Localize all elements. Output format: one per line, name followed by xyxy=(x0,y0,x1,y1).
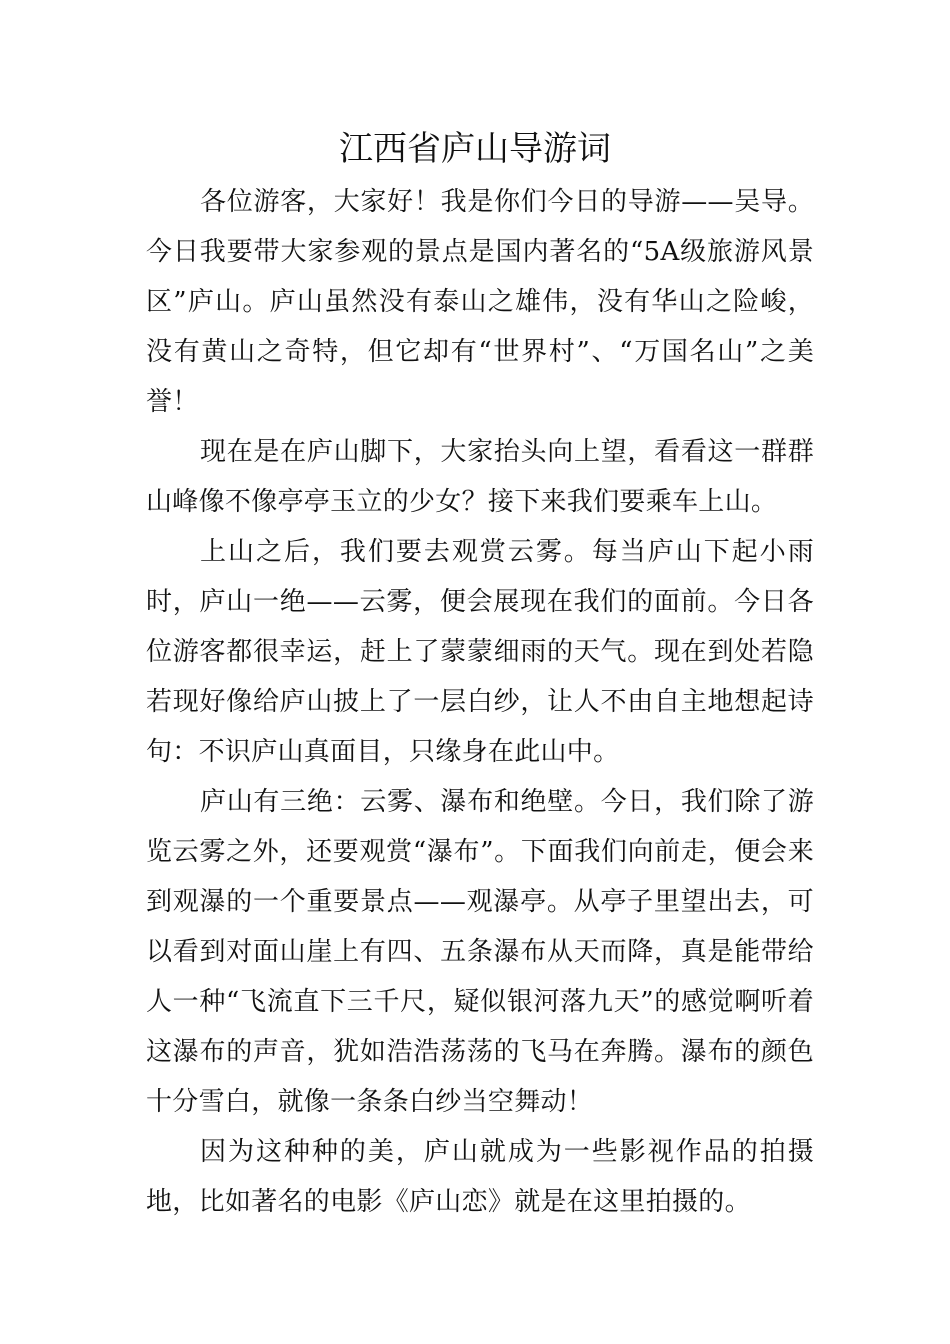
document-body xyxy=(146,177,814,1227)
paragraph-3: 上山之后，我们要去观赏云雾。每当庐山下起小雨时，庐山一绝——云雾，便会展现在我们的面前。今日各位游客都很幸运，赶上了蒙蒙细雨的天气。现在到处若隐若现好像给庐山披上了一层白纱，让人不由自主地想起诗句：不识庐山真面目，只缘身在此山中。 xyxy=(146,537,814,767)
paragraph-5: 因为这种种的美，庐山就成为一些影视作品的拍摄地，比如著名的电影《庐山恋》就是在这里拍摄的。 xyxy=(146,1137,814,1217)
document-title: 江西省庐山导游词 xyxy=(339,129,611,169)
paragraph-4: 庐山有三绝：云雾、瀑布和绝壁。今日，我们除了游览云雾之外，还要观赏“瀑布”。下面我们向前走，便会来到观瀑的一个重要景点——观瀑亭。从亭子里望出去，可以看到对面山崖上有四、五条瀑布从天而降，真是能带给人一种“飞流直下三千尺，疑似银河落九天”的感觉啊听着这瀑布的声音，犹如浩浩荡荡的飞马在奔腾。瀑布的颜色十分雪白，就像一条条白纱当空舞动！ xyxy=(146,787,814,1117)
paragraph-2: 现在是在庐山脚下，大家抬头向上望，看看这一群群山峰像不像亭亭玉立的少女？接下来我们要乘车上山。 xyxy=(146,437,814,517)
paragraph-1: 各位游客，大家好！我是你们今日的导游——吴导。今日我要带大家参观的景点是国内著名的“5A级旅游风景区”庐山。庐山虽然没有泰山之雄伟，没有华山之险峻，没有黄山之奇特，但它却有“世界村”、“万国名山”之美誉！ xyxy=(146,187,814,417)
